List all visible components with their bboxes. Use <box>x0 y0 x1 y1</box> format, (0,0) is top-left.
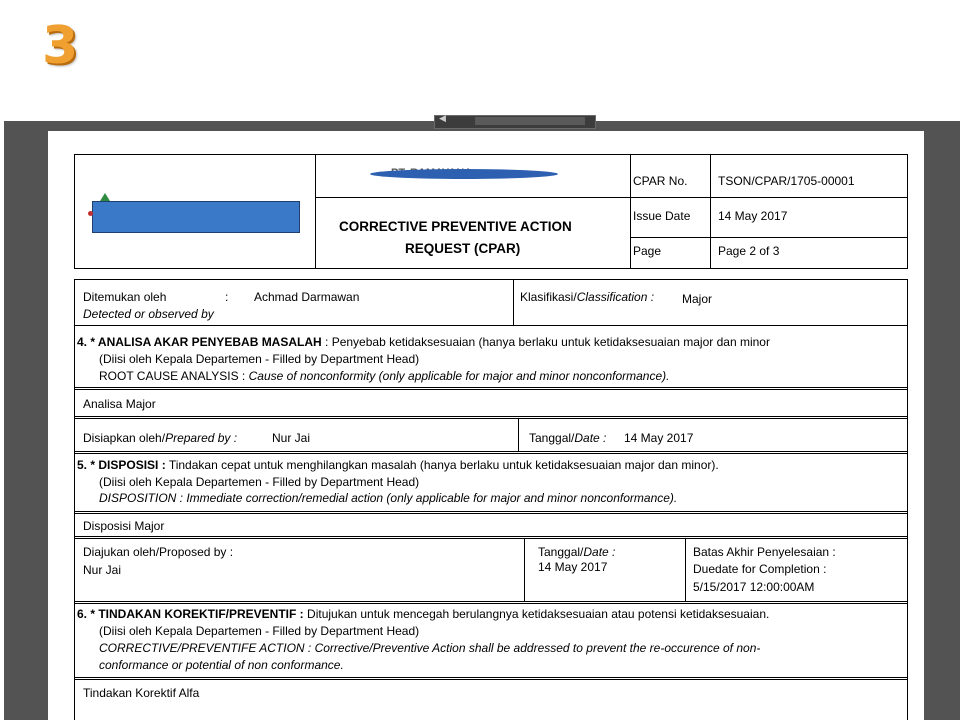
section6-heading: 6. * TINDAKAN KOREKTIF/PREVENTIF : Ditujukan untuk mencegah berulangnya ketidaksesuaian atau potensi ketidaksesuaian. <box>77 607 770 621</box>
company-logo <box>92 201 300 233</box>
logo-accent-icon <box>100 193 110 201</box>
page-value: Page 2 of 3 <box>718 244 780 258</box>
detected-sep: : <box>225 290 229 304</box>
zoom-field[interactable] <box>475 117 585 125</box>
section6-line4: conformance or potential of non conformance. <box>99 658 344 672</box>
slide-number: 3 <box>42 16 79 76</box>
cpar-no-label: CPAR No. <box>633 174 688 188</box>
due-value: 5/15/2017 12:00:00AM <box>693 580 815 594</box>
form-title-line2: REQUEST (CPAR) <box>405 241 521 256</box>
redaction-mark <box>370 169 558 179</box>
detected-value: Achmad Darmawan <box>254 290 360 304</box>
classification-label: Klasifikasi/Classification : <box>520 290 655 304</box>
section6-line2: (Diisi oleh Kepala Departemen - Filled by Department Head) <box>99 624 420 638</box>
section4-line2: (Diisi oleh Kepala Departemen - Filled by Department Head) <box>99 352 420 366</box>
due-label2: Duedate for Completion : <box>693 562 827 576</box>
arrow-left-icon[interactable]: ◀ <box>439 113 446 123</box>
section6-line3: CORRECTIVE/PREVENTIFE ACTION : Corrective/Preventive Action shall be addressed to prevent the re-occurence of non- <box>99 641 761 655</box>
prepared-value: Nur Jai <box>272 431 311 445</box>
page-label: Page <box>633 244 662 258</box>
section5-date-label: Tanggal/Date : <box>538 545 616 559</box>
viewer-toolbar[interactable] <box>434 115 596 129</box>
classification-value: Major <box>682 292 713 306</box>
document-viewer[interactable] <box>4 113 960 720</box>
detected-sublabel: Detected or observed by <box>83 307 214 321</box>
section4-line3: ROOT CAUSE ANALYSIS : Cause of nonconformity (only applicable for major and minor nonconformance). <box>99 369 670 383</box>
form-title: CORRECTIVE PREVENTIVE ACTION <box>339 219 572 234</box>
detected-label: Ditemukan oleh <box>83 290 167 304</box>
section5-date-value: 14 May 2017 <box>538 560 608 574</box>
issue-date-label: Issue Date <box>633 209 691 223</box>
cpar-no-value: TSON/CPAR/1705-00001 <box>718 174 855 188</box>
document-page <box>48 131 924 720</box>
issue-date-value: 14 May 2017 <box>718 209 788 223</box>
section5-line2: (Diisi oleh Kepala Departemen - Filled by Department Head) <box>99 475 420 489</box>
proposed-value: Nur Jai <box>83 563 122 577</box>
section4-content: Analisa Major <box>83 397 156 411</box>
section4-date-label: Tanggal/Date : <box>529 431 607 445</box>
proposed-label: Diajukan oleh/Proposed by : <box>83 545 234 559</box>
section6-content: Tindakan Korektif Alfa <box>83 686 200 700</box>
prepared-label: Disiapkan oleh/Prepared by : <box>83 431 238 445</box>
section5-line3: DISPOSITION : Immediate correction/remedial action (only applicable for major and minor nonconformance). <box>99 491 678 505</box>
section4-heading: 4. * ANALISA AKAR PENYEBAB MASALAH : Penyebab ketidaksesuaian (hanya berlaku untuk ketidaksesuaian major dan minor <box>77 335 770 349</box>
section5-heading: 5. * DISPOSISI : Tindakan cepat untuk menghilangkan masalah (hanya berlaku untuk ketidaksesuaian major dan minor). <box>77 458 719 472</box>
section5-content: Disposisi Major <box>83 519 165 533</box>
due-label1: Batas Akhir Penyelesaian : <box>693 545 836 559</box>
section4-date-value: 14 May 2017 <box>624 431 694 445</box>
logo-dot-icon <box>88 211 93 216</box>
